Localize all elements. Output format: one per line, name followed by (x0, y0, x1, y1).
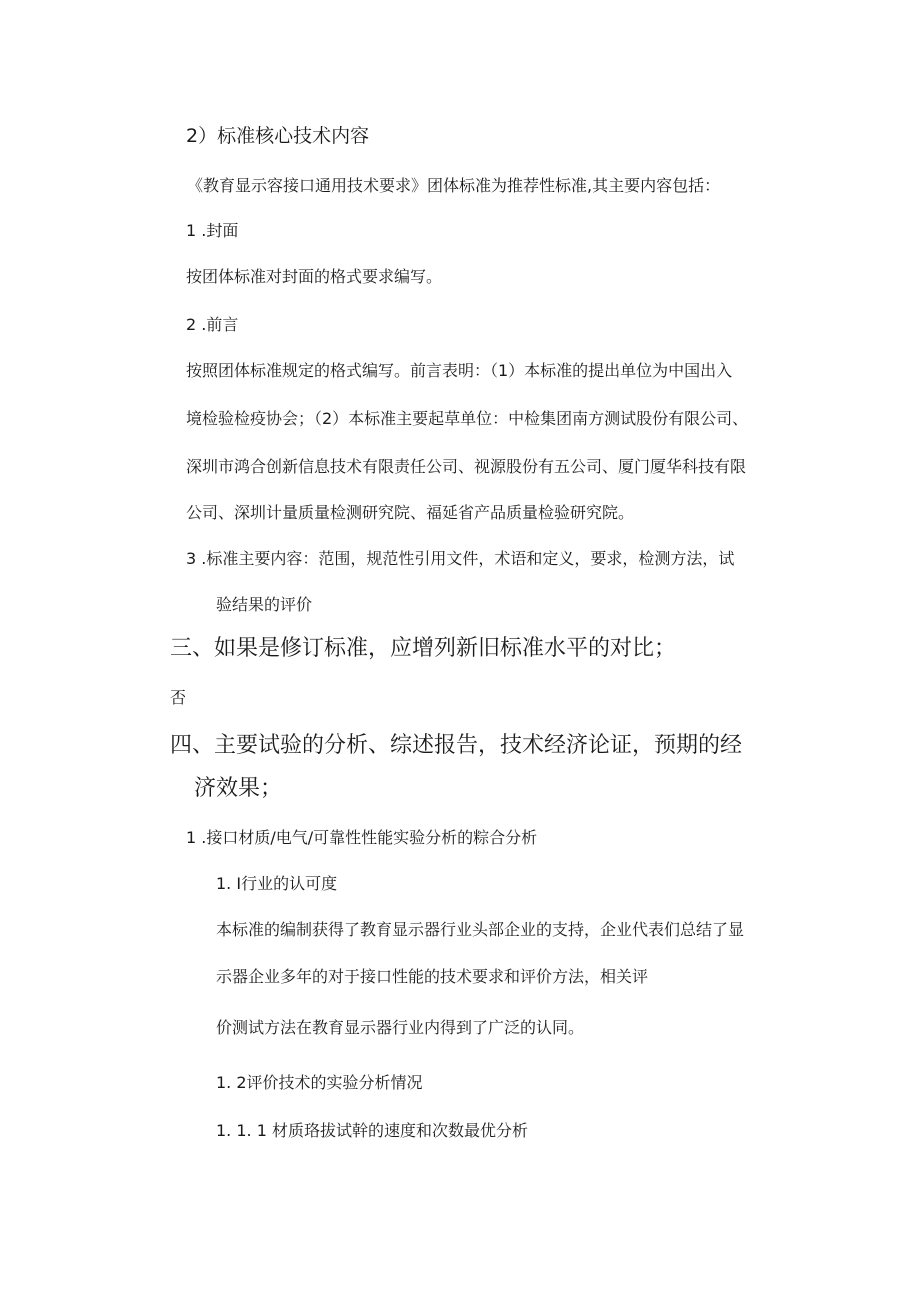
subsection-title-material: 1. 1. 1 材质珞拔试幹的速度和次数最优分析 (216, 1121, 528, 1140)
preface-line: 境检验检疫协会；（2）本标准主要起草单位：中检集团南方测试股份有限公司、 (186, 409, 749, 428)
item-preface-title: 2 .前言 (186, 315, 239, 334)
preface-line: 公司、深圳计量质量检测研究院、福延省产品质量检验研究院。 (186, 503, 635, 522)
subsection-title-recognition: 1. I行业的认可度 (216, 874, 338, 893)
section-heading-revision: 三、如果是修订标准，应增列新旧标准水平的对比； (170, 636, 677, 661)
recognition-paragraph-line: 价测试方法在教育显示器行业内得到了广泛的认同。 (216, 1018, 585, 1037)
section-heading-core-content: 2）标准核心技术内容 (186, 125, 370, 147)
revision-answer: 否 (170, 688, 187, 707)
subsection-title: 1 .接口材质/电气/可靠性性能实验分析的粽合分析 (186, 828, 538, 847)
item-main-content: 3 .标准主要内容：范围，规范性引用文件，术语和定义，要求，检测方法，试 (186, 549, 735, 568)
subsection-title-evaluation: 1. 2评价技术的实验分析情况 (216, 1073, 423, 1092)
item-main-content-cont: 验结果的评价 (216, 595, 313, 614)
item-cover-text: 按团体标准对封面的格式要求编写。 (186, 267, 443, 286)
preface-line: 按照团体标准规定的格式编写。前言表明：（1）本标准的提出单位为中国出入 (186, 361, 733, 380)
section-heading-analysis: 四、主要试验的分析、综述报告，技术经济论证，预期的经 (170, 733, 743, 758)
recognition-paragraph-line: 示器企业多年的对于接口性能的技术要求和评价方法，相关评 (216, 967, 649, 986)
recognition-paragraph-line: 本标准的编制获得了教育显示器行业头部企业的支持，企业代表们总结了显 (216, 920, 745, 939)
section-heading-analysis-cont: 济效果； (194, 776, 283, 801)
item-cover-title: 1 .封面 (186, 221, 239, 240)
intro-paragraph: 《教育显示容接口通用技术要求》团体标准为推荐性标准,其主要内容包括： (187, 176, 721, 195)
preface-line: 深圳市鸿合创新信息技术有限责任公司、视源股份有五公司、厦门厦华科技有限 (186, 457, 747, 476)
